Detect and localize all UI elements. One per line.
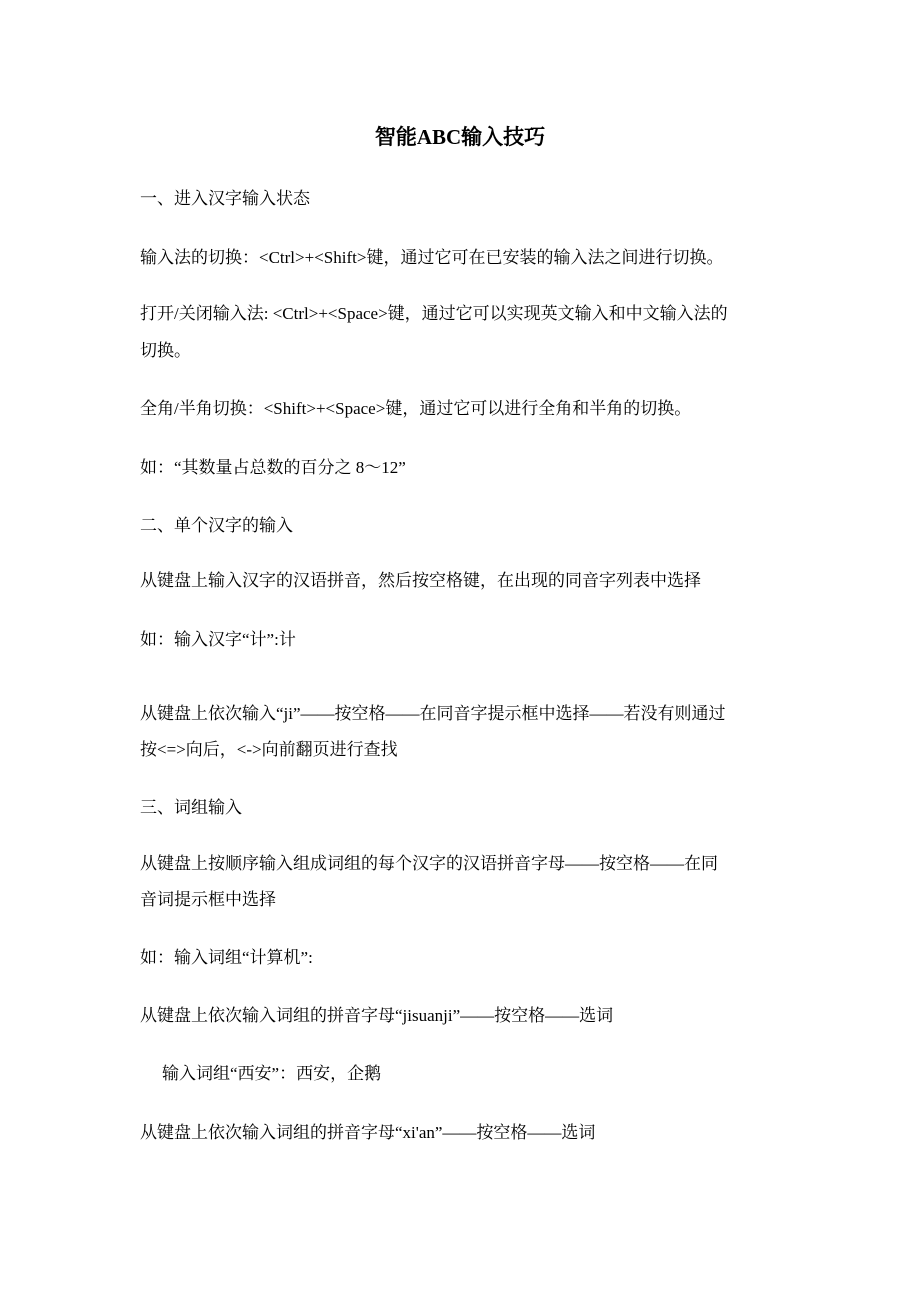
- paragraph-ime-toggle: 打开/关闭输入法: <Ctrl>+<Space>键，通过它可以实现英文输入和中文输入法的: [140, 304, 728, 323]
- paragraph-phrase: 从键盘上按顺序输入组成词组的每个汉字的汉语拼音字母——按空格——在同: [140, 854, 718, 873]
- paragraph-ji-steps-cont: 按<=>向后，<->向前翻页进行查找: [140, 740, 398, 759]
- example-xian: 输入词组“西安”：西安，企鹅: [162, 1064, 382, 1083]
- paragraph-phrase-cont: 音词提示框中选择: [140, 890, 276, 909]
- paragraph-jisuanji-steps: 从键盘上依次输入词组的拼音字母“jisuanji”——按空格——选词: [140, 1006, 614, 1025]
- paragraph-ime-toggle-cont: 切换。: [140, 341, 191, 360]
- example-percent: 如：“其数量占总数的百分之 8～12”: [140, 458, 406, 477]
- example-ji: 如：输入汉字“计”:计: [140, 630, 296, 649]
- paragraph-single-char: 从键盘上输入汉字的汉语拼音，然后按空格键，在出现的同音字列表中选择: [140, 571, 701, 590]
- document-title: 智能ABC输入技巧: [374, 125, 546, 149]
- paragraph-ji-steps: 从键盘上依次输入“ji”——按空格——在同音字提示框中选择——若没有则通过: [140, 704, 726, 723]
- paragraph-ime-switch: 输入法的切换：<Ctrl>+<Shift>键，通过它可在已安装的输入法之间进行切换。: [140, 248, 724, 267]
- paragraph-width-switch: 全角/半角切换：<Shift>+<Space>键，通过它可以进行全角和半角的切换。: [140, 399, 692, 418]
- example-jisuanji: 如：输入词组“计算机”:: [140, 948, 313, 967]
- section-heading-2: 二、单个汉字的输入: [140, 516, 293, 535]
- section-heading-3: 三、词组输入: [140, 798, 242, 817]
- paragraph-xian-steps: 从键盘上依次输入词组的拼音字母“xi'an”——按空格——选词: [140, 1123, 596, 1142]
- section-heading-1: 一、进入汉字输入状态: [140, 189, 310, 208]
